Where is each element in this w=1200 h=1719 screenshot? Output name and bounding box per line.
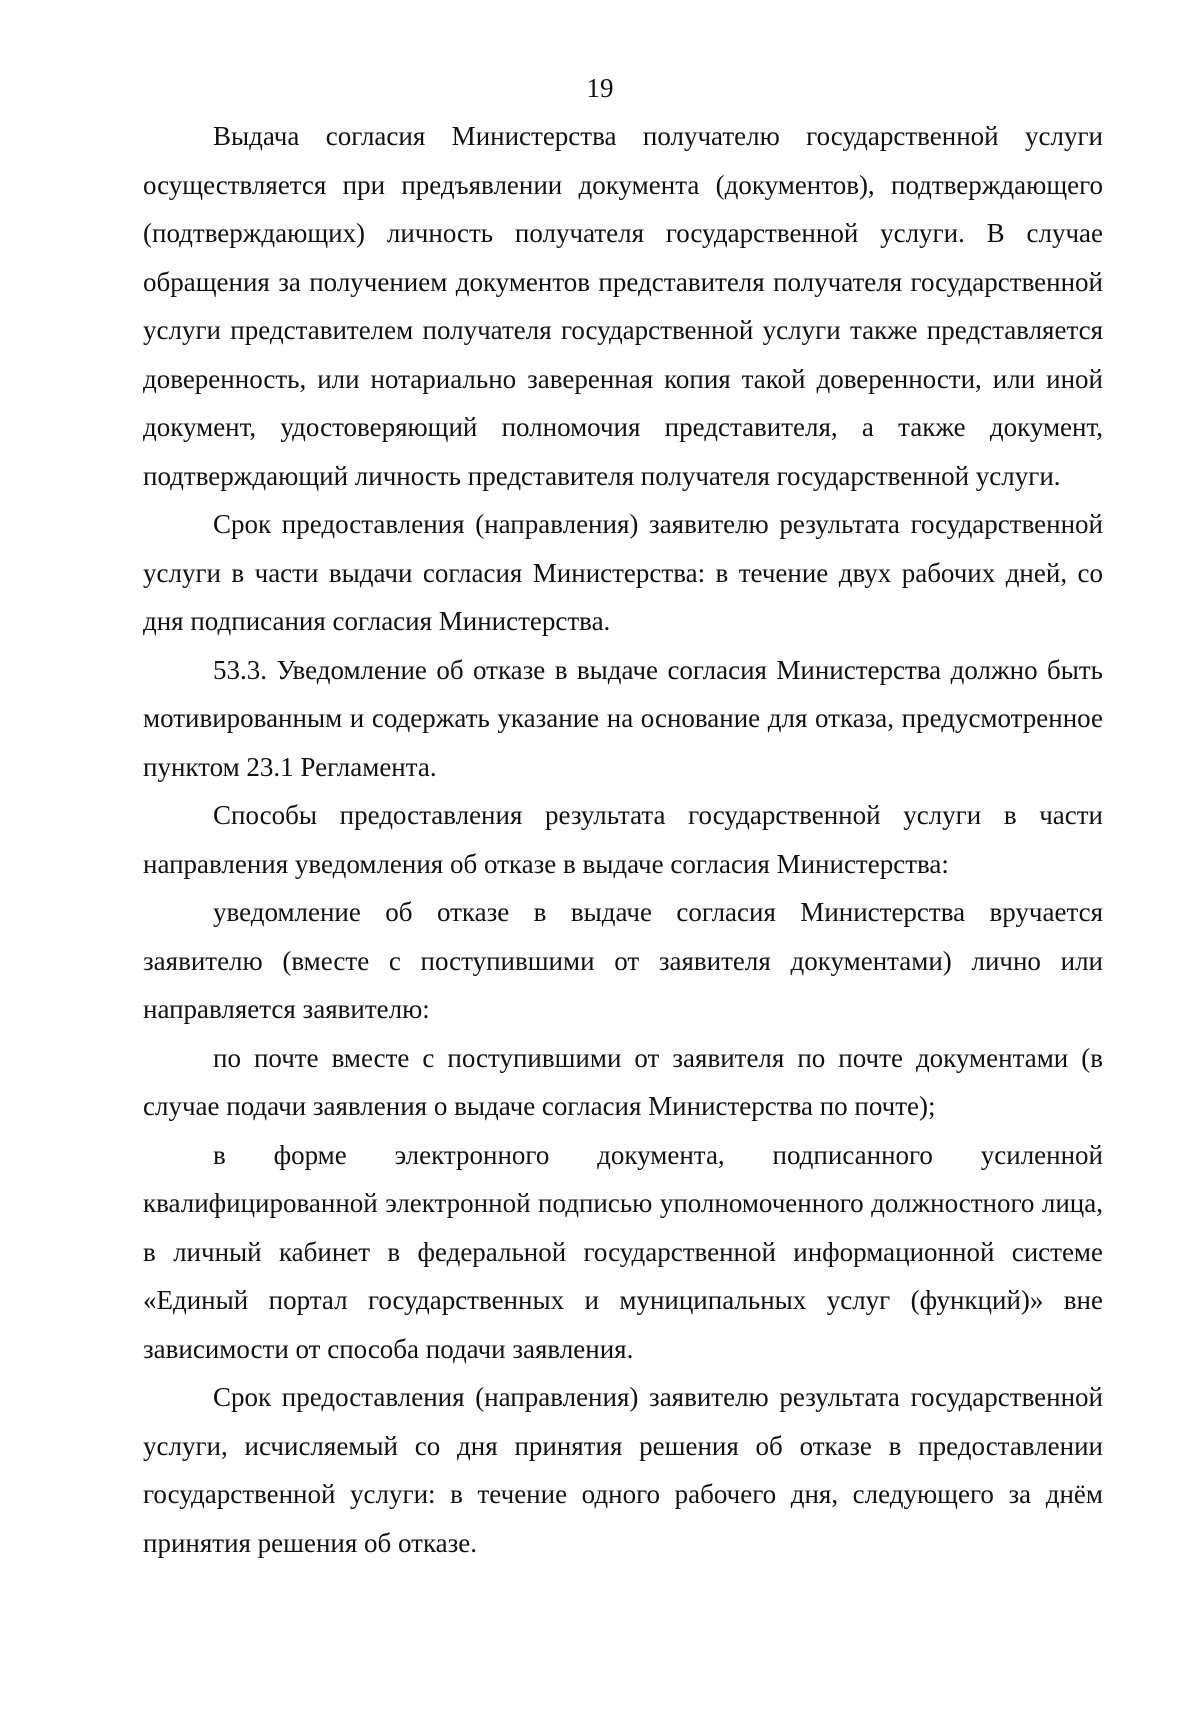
paragraph-delivery-methods: Способы предоставления результата государственной услуги в части направления уведомления об отказе в выдаче согласия Министерства:	[143, 800, 1103, 879]
paragraph-by-post: по почте вместе с поступившими от заявителя по почте документами (в случае подачи заявления о выдаче согласия Министерства по почте);	[143, 1042, 1103, 1121]
paragraph-refusal-notice: 53.3. Уведомление об отказе в выдаче согласия Министерства должно быть мотивированным и содержать указание на основание для отказа, предусмотренное пунктом 23.1 Регламента.	[143, 654, 1103, 782]
paragraph-handover: уведомление об отказе в выдаче согласия Министерства вручается заявителю (вместе с поступившими от заявителя документами) лично или направляется заявителю:	[143, 897, 1103, 1024]
document-body	[143, 112, 1103, 1567]
paragraph-consent-deadline: Срок предоставления (направления) заявителю результата государственной услуги в части выдачи согласия Министерства: в течение двух рабочих дней, со дня подписания согласия Министерства.	[143, 509, 1103, 636]
paragraph-refusal-deadline: Срок предоставления (направления) заявителю результата государственной услуги, исчисляемый со дня принятия решения об отказе в предоставлении государственной услуги: в течение одного рабочего дня, следующего за днём принятия решения об отказе.	[143, 1382, 1103, 1558]
paragraph-consent-issuance: Выдача согласия Министерства получателю государственной услуги осуществляется при предъявлении документа (документов), подтверждающего (подтверждающих) личность получателя государственной услуги. В случае обращения за получением документов представителя получателя государственной услуги представителем получателя государственной услуги также представляется доверенность, или нотариально заверенная копия такой доверенности, или иной документ, удостоверяющий полномочия представителя, а также документ, подтверждающий личность представителя получателя государственной услуги.	[143, 121, 1103, 491]
page-number: 19	[586, 73, 614, 103]
paragraph-electronic: в форме электронного документа, подписанного усиленной квалифицированной электронной подписью уполномоченного должностного лица, в личный кабинет в федеральной государственной информационной системе «Единый портал государственных и муниципальных услуг (функций)» вне зависимости от способа подачи заявления.	[143, 1139, 1103, 1364]
